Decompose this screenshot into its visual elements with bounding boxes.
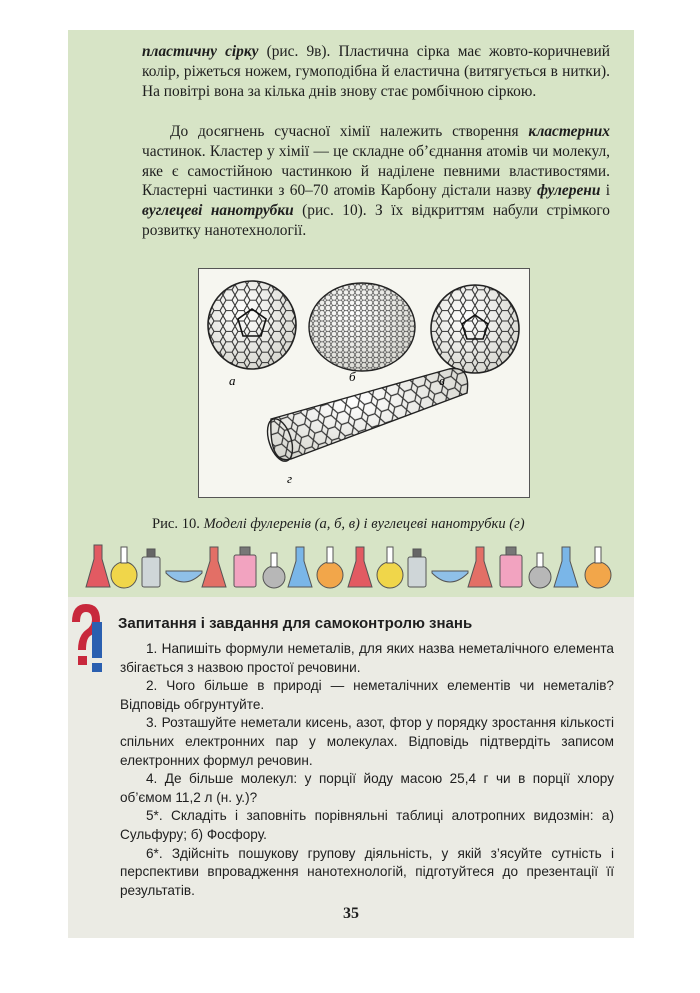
flask-icons — [86, 545, 611, 588]
label-d: г — [287, 471, 293, 486]
paragraph2-text-a: До досягнень сучасної хімії належить створення — [170, 123, 529, 140]
paragraph-plastic-sulfur — [142, 42, 610, 101]
label-b: б — [349, 369, 356, 384]
label-c: в — [439, 373, 445, 388]
nanotube-d — [263, 369, 468, 465]
term-fullerenes: фулерени — [536, 182, 601, 200]
flask-decoration-row — [84, 535, 624, 593]
question-item: 6*. Здійсніть пошукову групову діяльність, у якій з’ясуйте сутність і перспективи впровадження нанотехнологій, підготуйтеся до презентації її результатів. — [120, 845, 614, 898]
term-nanotubes: вуглецеві нанотрубки — [142, 202, 294, 220]
question-item: 1. Напишіть формули неметалів, для яких назва неметалічного елемента збігається з назвою простої речовини. — [120, 641, 614, 675]
questions-list — [120, 640, 614, 900]
fullerene-illustration — [199, 269, 529, 497]
paragraph2-text-b: частинок. Кластер у хімії — це складне об’єднання атомів чи молекул, яке є самостійною частинкою й наділене певними властивостями. Кластерні частинки з 60–70 атомів Карбону дістали назву — [142, 142, 610, 200]
textbook-page — [68, 30, 634, 938]
fullerene-b — [309, 283, 415, 371]
figure-fullerenes — [198, 268, 530, 498]
caption-text: Моделі фулеренів (а, б, в) і вуглецеві нанотрубки (г) — [203, 516, 525, 532]
paragraph2-text-c: і — [600, 182, 611, 200]
paragraph-clusters — [142, 122, 610, 241]
term-plastic-sulfur: пластичну сірку — [142, 43, 259, 60]
caption-number: Рис. 10. — [152, 516, 200, 532]
question-item: 2. Чого більше в природі — неметалічних елементів чи неметалів? Відповідь обгрунтуйте. — [120, 678, 614, 712]
fullerene-c — [431, 285, 519, 373]
question-item: 3. Розташуйте неметали кисень, азот, фтор у порядку зростання кількості спільних електронних пар у молекулах. Відповідь підтвердіть записом електронних формул речовин. — [120, 715, 614, 768]
question-exclamation-icon — [68, 600, 106, 680]
fullerene-a — [208, 281, 296, 369]
page-number: 35 — [343, 905, 359, 922]
paragraph1-text: (рис. 9в). Пластична сірка має жовто-коричневий колір, ріжеться ножем, гумоподібна й еластична (витягується в нитки). На повітрі вона за кілька днів знову стає ромбічною сіркою. — [142, 43, 610, 100]
term-cluster: кластерних — [528, 123, 610, 140]
questions-title: Запитання і завдання для самоконтролю знань — [118, 615, 473, 632]
figure-caption — [152, 515, 622, 533]
question-item: 5*. Складіть і заповніть порівняльні таблиці алотропних видозмін: а) Сульфуру; б) Фосфору. — [120, 808, 614, 842]
label-a: а — [229, 373, 236, 388]
question-item: 4. Де більше молекул: у порції йоду масою 25,4 г чи в порції хлору об’ємом 11,2 л (н. у.)? — [120, 771, 614, 805]
paragraph2-text-d: (рис. 10). З їх відкриттям набули стрімкого розвитку нанотехнології. — [142, 202, 610, 239]
